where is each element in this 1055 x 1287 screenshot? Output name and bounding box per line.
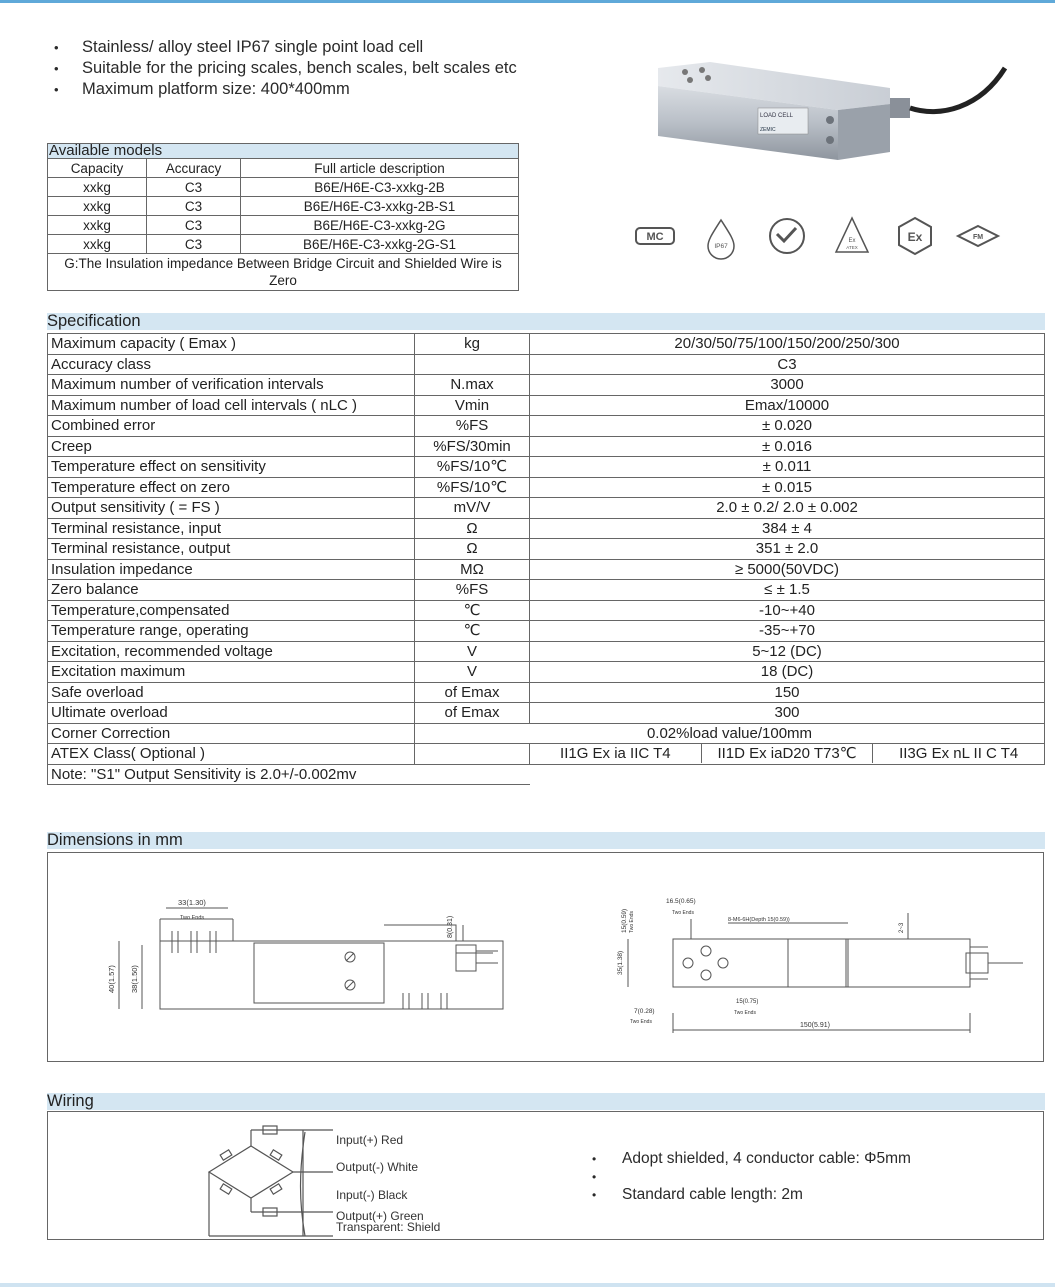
dim-label: 15(0.59): [621, 908, 628, 933]
photo-brand: ZEMIC: [760, 127, 776, 133]
spec-unit: ℃: [415, 621, 530, 642]
spec-row: [48, 354, 1045, 375]
col-header: Full article description: [241, 159, 519, 178]
wiring-note: [590, 1168, 911, 1186]
spec-param: Temperature,compensated: [48, 600, 415, 621]
spec-row: [48, 457, 1045, 478]
spec-param: Output sensitivity ( = FS ): [48, 498, 415, 519]
models-note: G:The Insulation impedance Between Bridge Circuit and Shielded Wire is Zero: [48, 254, 519, 291]
spec-unit: [415, 744, 530, 765]
dim-label: Two Ends: [629, 911, 635, 933]
wire-label-output-positive: Output(+) Green: [336, 1209, 424, 1223]
mc-icon: [636, 228, 674, 244]
spec-param: Temperature effect on zero: [48, 477, 415, 498]
spec-unit: Ω: [415, 539, 530, 560]
spec-param: Corner Correction: [48, 723, 415, 744]
cell: C3: [146, 216, 240, 235]
spec-row: [48, 744, 1045, 765]
ex-hexagon-icon: [899, 218, 931, 254]
spec-value: 5~12 (DC): [530, 641, 1045, 662]
spec-unit: %FS/30min: [415, 436, 530, 457]
spec-row: [48, 641, 1045, 662]
spec-value: 20/30/50/75/100/150/200/250/300: [530, 334, 1045, 355]
dim-label: Two Ends: [672, 910, 694, 916]
spec-unit: MΩ: [415, 559, 530, 580]
spec-row: [48, 662, 1045, 683]
feature-item: • Suitable for the pricing scales, bench scales, belt scales etc: [52, 58, 532, 79]
table-header-row: [48, 159, 519, 178]
spec-row: [48, 580, 1045, 601]
spec-param: Terminal resistance, input: [48, 518, 415, 539]
atex-class: II1D Ex iaD20 T73℃: [701, 744, 873, 763]
spec-row: [48, 395, 1045, 416]
spec-param: Temperature effect on sensitivity: [48, 457, 415, 478]
spec-param: Maximum number of load cell intervals ( nLC ): [48, 395, 415, 416]
top-accent-bar: [0, 0, 1055, 3]
oiml-icon: [770, 219, 804, 253]
cell: xxkg: [48, 235, 147, 254]
spec-value: -35~+70: [530, 621, 1045, 642]
spec-row: [48, 621, 1045, 642]
dim-label: 2~3: [899, 922, 905, 933]
spec-unit: %FS: [415, 416, 530, 437]
svg-text:Ex: Ex: [848, 238, 856, 244]
cell: C3: [146, 197, 240, 216]
spec-note: Note: "S1" Output Sensitivity is 2.0+/-0.002mv: [48, 764, 530, 785]
svg-text:Ex: Ex: [907, 230, 923, 244]
spec-table: [47, 333, 1045, 785]
spec-row: [48, 436, 1045, 457]
dim-label: 7(0.28): [634, 1008, 655, 1015]
ip67-icon: [708, 220, 734, 259]
spec-row: [48, 416, 1045, 437]
spec-row: [48, 477, 1045, 498]
spec-value: C3: [530, 354, 1045, 375]
spec-param: Maximum capacity ( Emax ): [48, 334, 415, 355]
atex-group: [530, 744, 1044, 763]
spec-param: Accuracy class: [48, 354, 415, 375]
spec-title: Specification: [47, 313, 1045, 330]
models-title: Available models: [48, 144, 519, 159]
table-row: [48, 216, 519, 235]
spec-unit: of Emax: [415, 703, 530, 724]
dim-label: Two Ends: [734, 1010, 756, 1016]
cell: xxkg: [48, 216, 147, 235]
spec-value: 150: [530, 682, 1045, 703]
spec-unit: ℃: [415, 600, 530, 621]
fm-approved-icon: [958, 226, 998, 246]
spec-value: 300: [530, 703, 1045, 724]
table-row: [48, 178, 519, 197]
spec-row: [48, 723, 1045, 744]
svg-text:ATEX: ATEX: [846, 245, 858, 250]
col-header: Capacity: [48, 159, 147, 178]
spec-value: 384 ± 4: [530, 518, 1045, 539]
spec-param: Terminal resistance, output: [48, 539, 415, 560]
cell: C3: [146, 235, 240, 254]
spec-param: Combined error: [48, 416, 415, 437]
dim-label: 8-M6-6H(Depth 15(0.59)): [728, 917, 790, 923]
atex-class: II3G Ex nL II C T4: [872, 744, 1044, 763]
spec-value: -10~+40: [530, 600, 1045, 621]
spec-value: 351 ± 2.0: [530, 539, 1045, 560]
spec-param: Temperature range, operating: [48, 621, 415, 642]
col-header: Accuracy: [146, 159, 240, 178]
spec-row: [48, 703, 1045, 724]
spec-unit: %FS/10℃: [415, 477, 530, 498]
bottom-accent-bar: [0, 1283, 1055, 1287]
svg-text:MC: MC: [646, 231, 664, 243]
atex-values: [530, 744, 1045, 765]
table-row: [48, 235, 519, 254]
dimensions-title: Dimensions in mm: [47, 832, 1045, 849]
spec-row: [48, 518, 1045, 539]
wire-label-input-negative: Input(-) Black: [336, 1188, 408, 1202]
feature-item: • Stainless/ alloy steel IP67 single point load cell: [52, 37, 532, 58]
cell: xxkg: [48, 197, 147, 216]
spec-row: [48, 559, 1045, 580]
cell: B6E/H6E-C3-xxkg-2G-S1: [241, 235, 519, 254]
spec-unit: %FS: [415, 580, 530, 601]
spec-value: ± 0.015: [530, 477, 1045, 498]
dim-label: 15(0.75): [736, 999, 759, 1005]
wire-label-shield: Transparent: Shield: [336, 1220, 441, 1234]
load-cell-photo: [640, 58, 1010, 168]
atex-triangle-icon: [836, 218, 868, 252]
spec-value: 18 (DC): [530, 662, 1045, 683]
spec-unit: V: [415, 641, 530, 662]
spec-value: ± 0.011: [530, 457, 1045, 478]
spec-row: [48, 539, 1045, 560]
dim-label: 33(1.30): [178, 898, 206, 907]
spec-unit: N.max: [415, 375, 530, 396]
wiring-notes: [590, 1150, 911, 1204]
spec-row: [48, 600, 1045, 621]
dim-label: Two Ends: [180, 915, 205, 921]
dim-label: 38(1.50): [130, 965, 139, 993]
spec-value: ± 0.020: [530, 416, 1045, 437]
spec-param: Excitation maximum: [48, 662, 415, 683]
spec-param: Excitation, recommended voltage: [48, 641, 415, 662]
dim-label: 150(5.91): [800, 1022, 830, 1029]
dim-label: 16.5(0.65): [666, 898, 696, 905]
dim-label: Two Ends: [630, 1019, 652, 1025]
spec-row: [48, 682, 1045, 703]
wire-label-output-negative: Output(-) White: [336, 1160, 419, 1174]
certification-icons: [632, 214, 1012, 260]
spec-unit: [415, 354, 530, 375]
spec-unit: Vmin: [415, 395, 530, 416]
dimensions-box: [47, 852, 1044, 1062]
cell: C3: [146, 178, 240, 197]
spec-param: Zero balance: [48, 580, 415, 601]
spec-param: Safe overload: [48, 682, 415, 703]
spec-unit: kg: [415, 334, 530, 355]
spec-param: ATEX Class( Optional ): [48, 744, 415, 765]
cell: B6E/H6E-C3-xxkg-2B: [241, 178, 519, 197]
spec-param: Ultimate overload: [48, 703, 415, 724]
cell: xxkg: [48, 178, 147, 197]
spec-unit: mV/V: [415, 498, 530, 519]
feature-list: [52, 37, 532, 100]
photo-label: LOAD CELL: [760, 113, 794, 119]
cell: B6E/H6E-C3-xxkg-2B-S1: [241, 197, 519, 216]
spec-value: ± 0.016: [530, 436, 1045, 457]
spec-unit: of Emax: [415, 682, 530, 703]
atex-class: II1G Ex ia IIC T4: [560, 745, 671, 763]
spec-unit: V: [415, 662, 530, 683]
dimension-drawings: [48, 853, 1043, 1061]
models-table: [47, 143, 519, 291]
table-row: [48, 197, 519, 216]
spec-value: ≤ ± 1.5: [530, 580, 1045, 601]
spec-row: [48, 334, 1045, 355]
dim-label: 35(1.38): [617, 950, 624, 975]
spec-param: Creep: [48, 436, 415, 457]
spec-value: 3000: [530, 375, 1045, 396]
spec-row: [48, 375, 1045, 396]
feature-item: • Maximum platform size: 400*400mm: [52, 79, 532, 100]
spec-value: ≥ 5000(50VDC): [530, 559, 1045, 580]
spec-row: [48, 498, 1045, 519]
svg-text:FM: FM: [972, 234, 984, 241]
dim-label: 8(0.31): [447, 915, 454, 938]
wiring-note: • Standard cable length: 2m: [590, 1186, 911, 1204]
spec-unit: %FS/10℃: [415, 457, 530, 478]
svg-text:IP67: IP67: [714, 243, 728, 250]
spec-param: Maximum number of verification intervals: [48, 375, 415, 396]
wire-label-input-positive: Input(+) Red: [336, 1133, 404, 1147]
spec-value: 2.0 ± 0.2/ 2.0 ± 0.002: [530, 498, 1045, 519]
spec-note-blank: [530, 764, 1045, 785]
spec-value: Emax/10000: [530, 395, 1045, 416]
wiring-title: Wiring: [47, 1093, 1045, 1110]
spec-value: 0.02%load value/100mm: [415, 723, 1045, 744]
spec-row: [48, 764, 1045, 785]
wiring-note: • Adopt shielded, 4 conductor cable: Φ5mm: [590, 1150, 911, 1168]
dim-label: 40(1.57): [107, 965, 116, 993]
spec-param: Insulation impedance: [48, 559, 415, 580]
spec-unit: Ω: [415, 518, 530, 539]
cell: B6E/H6E-C3-xxkg-2G: [241, 216, 519, 235]
